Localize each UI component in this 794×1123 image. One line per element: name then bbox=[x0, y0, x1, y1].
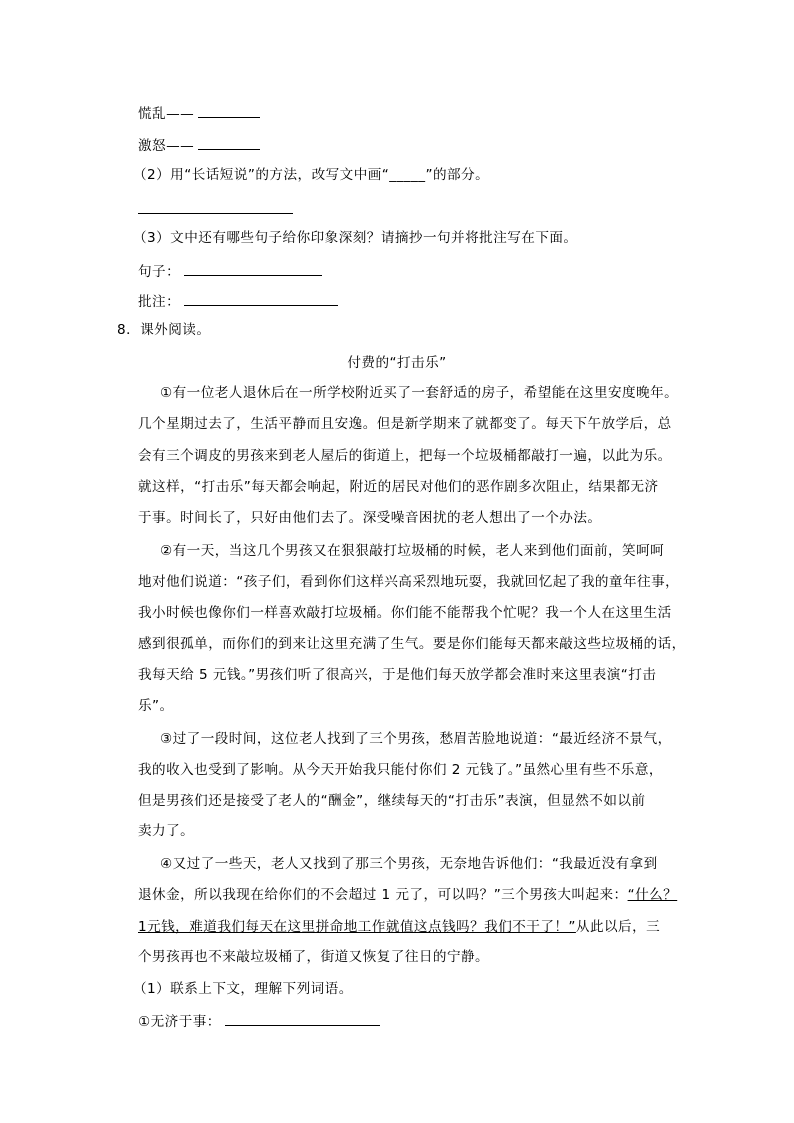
text-line: 会有三个调皮的男孩来到老人屋后的街道上，把每一个垃圾桶都敲打一遍，以此为乐。 bbox=[138, 448, 672, 464]
answer-blank[interactable] bbox=[198, 135, 260, 150]
text-line: 卖力了。 bbox=[138, 823, 195, 839]
text-line bbox=[138, 918, 660, 936]
vocab-word: 激怒—— bbox=[138, 138, 195, 154]
plain-text: 从此以后，三 bbox=[575, 919, 661, 935]
text-line: 感到很孤单，而你们的到来让这里充满了生气。要是你们能每天都来敲这些垃圾桶的话， bbox=[138, 636, 686, 652]
text-line: ③过了一段时间，这位老人找到了三个男孩，愁眉苦脸地说道：“最近经济不景气， bbox=[160, 731, 672, 747]
text-line: ②有一天，当这几个男孩又在狠狠敲打垃圾桶的时候，老人来到他们面前，笑呵呵 bbox=[160, 543, 665, 559]
vocab-word: 慌乱—— bbox=[138, 106, 195, 122]
sentence-field bbox=[138, 261, 322, 281]
text-line: 就这样，“打击乐”每天都会响起，附近的居民对他们的恶作剧多次阻止，结果都无济 bbox=[138, 479, 659, 495]
text-line: 乐”。 bbox=[138, 698, 174, 714]
answer-blank[interactable] bbox=[198, 103, 260, 118]
question-1: （1）联系上下文，理解下列词语。 bbox=[133, 981, 353, 997]
sentence-blank[interactable] bbox=[184, 261, 322, 276]
sentence-label: 句子： bbox=[138, 264, 181, 280]
text-line: 于事。时间长了，只好由他们去了。深受噪音困扰的老人想出了一个办法。 bbox=[138, 510, 602, 526]
text-line: 我每天给 5 元钱。”男孩们听了很高兴，于是他们每天放学都会准时来这里表演“打击 bbox=[138, 667, 657, 683]
text-line bbox=[138, 886, 677, 904]
text-line: 我的收入也受到了影响。从今天开始我只能付你们 2 元钱了。”虽然心里有些不乐意， bbox=[138, 762, 663, 778]
answer-line[interactable] bbox=[138, 213, 293, 214]
vocab-item-1 bbox=[138, 103, 260, 123]
text-line: 我小时候也像你们一样喜欢敲打垃圾桶。你们能不能帮我个忙呢？我一个人在这里生活 bbox=[138, 605, 672, 621]
underlined-text: “什么？ bbox=[627, 887, 678, 903]
text-line: 几个星期过去了，生活平静而且安逸。但是新学期来了就都变了。每天下午放学后，总 bbox=[138, 416, 672, 432]
text-line: 但是男孩们还是接受了老人的“酬金”，继续每天的“打击乐”表演，但显然不如以前 bbox=[138, 793, 646, 809]
question-2: （2）用“长话短说”的方法，改写文中画“_____”的部分。 bbox=[133, 167, 490, 183]
text-line: ①有一位老人退休后在一所学校附近买了一套舒适的房子，希望能在这里安度晚年。 bbox=[160, 385, 679, 401]
note-label: 批注： bbox=[138, 294, 181, 310]
note-blank[interactable] bbox=[184, 291, 338, 306]
note-field bbox=[138, 291, 338, 311]
article-title: 付费的“打击乐” bbox=[347, 355, 447, 371]
text-line: 个男孩再也不来敲垃圾桶了，街道又恢复了往日的宁静。 bbox=[138, 949, 490, 965]
answer-blank[interactable] bbox=[225, 1011, 380, 1026]
text-line: ④又过了一些天，老人又找到了那三个男孩，无奈地告诉他们：“我最近没有拿到 bbox=[160, 856, 658, 872]
underlined-text: 1元钱，难道我们每天在这里拼命地工作就值这点钱吗？我们不干了！” bbox=[138, 919, 576, 935]
vocab-item-2 bbox=[138, 135, 260, 155]
question-3: （3）文中还有哪些句子给你印象深刻？请摘抄一句并将批注写在下面。 bbox=[133, 230, 578, 246]
item-label: ①无济于事： bbox=[138, 1014, 221, 1030]
question-1-item-1 bbox=[138, 1011, 380, 1031]
plain-text: 退休金，所以我现在给你们的不会超过 1 元了，可以吗？”三个男孩大叫起来： bbox=[138, 887, 628, 903]
section-8-heading: 8．课外阅读。 bbox=[117, 322, 211, 338]
text-line: 地对他们说道：“孩子们，看到你们这样兴高采烈地玩耍，我就回忆起了我的童年往事， bbox=[138, 574, 680, 590]
